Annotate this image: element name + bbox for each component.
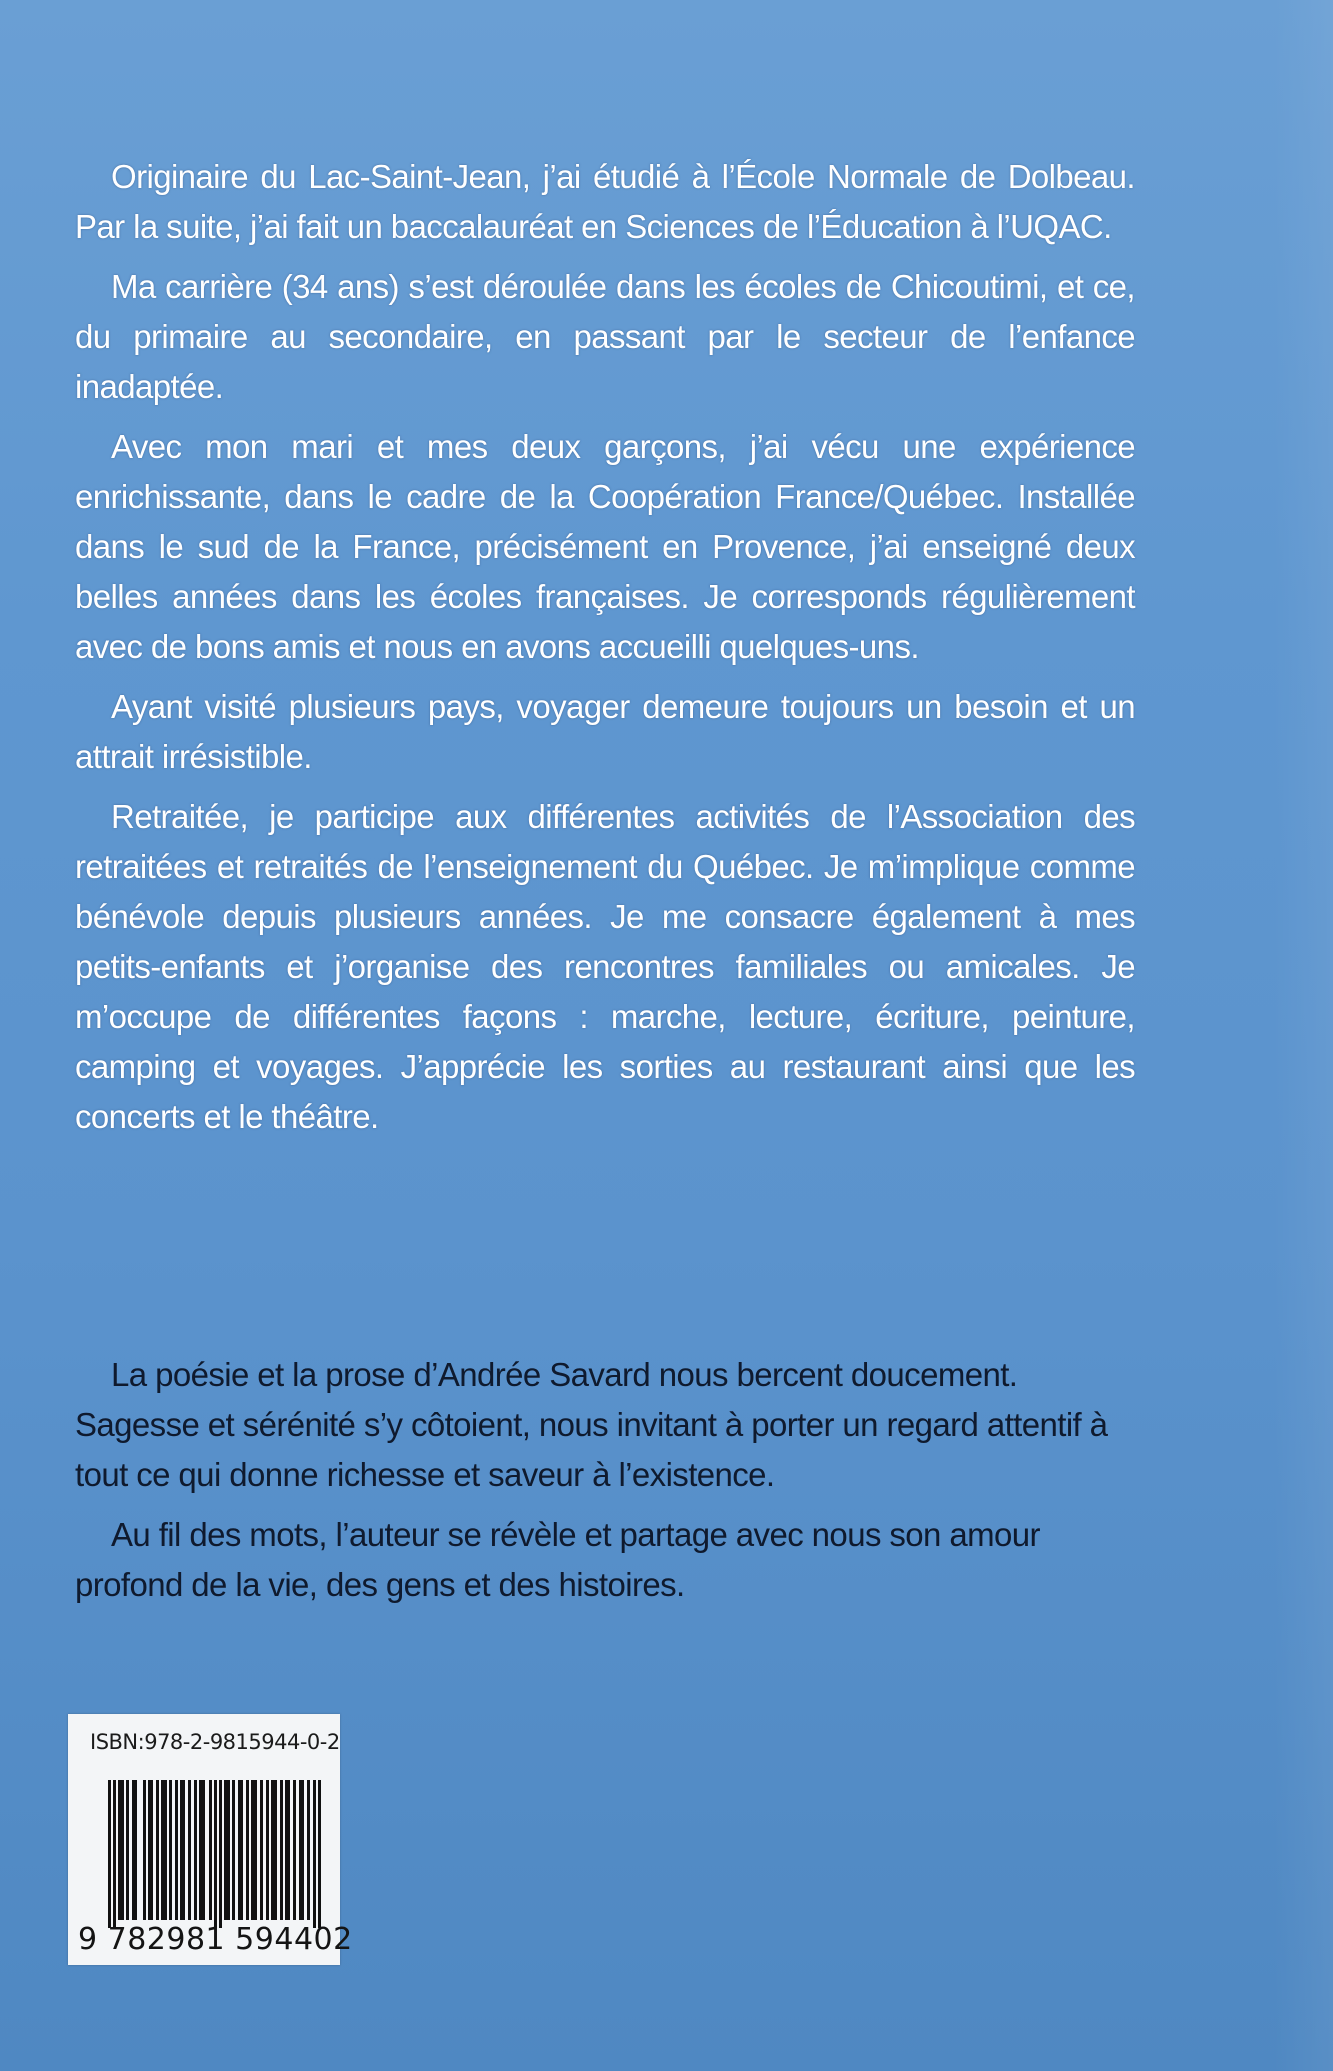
isbn-barcode-label [68, 1714, 353, 1965]
blurb-paragraph: La poésie et la prose d’Andrée Savard nous bercent doucement. Sagesse et sérénité s’y côtoient, nous invitant à porter un regard attentif à tout ce qui donne richesse et saveur à l’existence. [75, 1356, 1108, 1493]
isbn-number: ISBN:978-2-9815944-0-2 [90, 1730, 340, 1754]
barcode-digits: 9 782981 594402 [78, 1922, 353, 1957]
bio-paragraph: Originaire du Lac-Saint-Jean, j’ai étudié à l’École Normale de Dolbeau. Par la suite, j’ai fait un baccalauréat en Sciences de l’Éducation à l’UQAC. [75, 158, 1135, 245]
author-bio [75, 152, 1135, 1152]
barcode-icon [108, 1780, 326, 1928]
bio-paragraph: Ayant visité plusieurs pays, voyager demeure toujours un besoin et un attrait irrésistible. [75, 688, 1135, 775]
bio-paragraph: Retraitée, je participe aux différentes activités de l’Association des retraitées et retraités de l’enseignement du Québec. Je m’implique comme bénévole depuis plusieurs années. Je me consacre également à mes petits-enfants et j’organise des rencontres familiales ou amicales. Je m’occupe de différentes façons : marche, lecture, écriture, peinture, camping et voyages. J’apprécie les sorties au restaurant ainsi que les concerts et le théâtre. [75, 798, 1135, 1135]
cover-sheen [1273, 0, 1333, 2071]
blurb-paragraph: Au fil des mots, l’auteur se révèle et partage avec nous son amour profond de la vie, des gens et des histoires. [75, 1516, 1040, 1603]
bio-paragraph: Avec mon mari et mes deux garçons, j’ai vécu une expérience enrichissante, dans le cadre de la Coopération France/Québec. Installée dans le sud de la France, précisément en Provence, j’ai enseigné deux belles années dans les écoles françaises. Je corresponds régulièrement avec de bons amis et nous en avons accueilli quelques-uns. [75, 428, 1135, 665]
bio-paragraph: Ma carrière (34 ans) s’est déroulée dans les écoles de Chicoutimi, et ce, du primaire au secondaire, en passant par le secteur de l’enfance inadaptée. [75, 268, 1135, 405]
book-blurb [75, 1350, 1135, 1620]
